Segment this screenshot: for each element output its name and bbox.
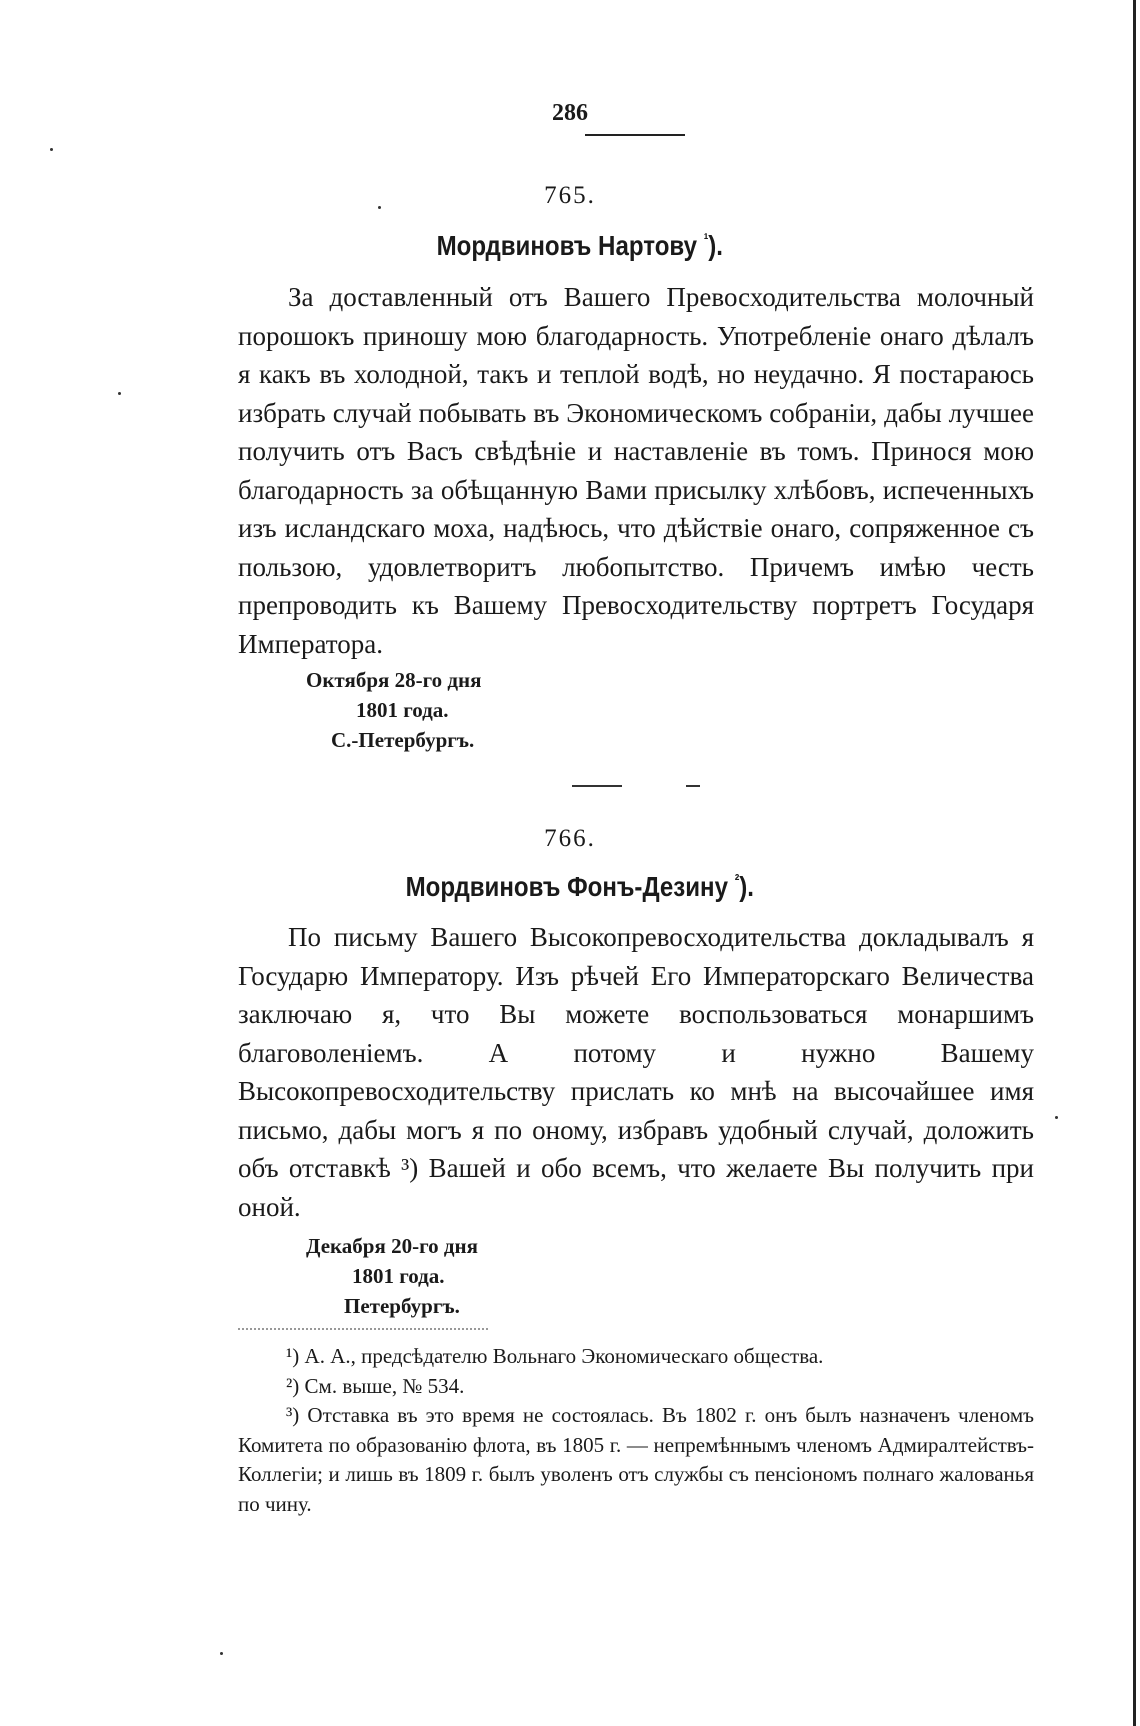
footnote-ref: ¹ [703,231,709,249]
footnotes [238,1342,1034,1520]
scan-speck [50,148,53,151]
letter-title-766 [90,871,1070,903]
letter-year-765: 1801 года. [356,698,449,722]
letter-year-766: 1801 года. [352,1264,445,1288]
scan-speck [118,392,121,395]
letter-body-765: За доставленный отъ Вашего Превосходительства молочный порошокъ приношу мою благодарность. Употребленіе онаго дѣлалъ я какъ въ холодной, такъ и теплой водѣ, но неудачно. Я постараюсь избрать случай побывать въ Экономическомъ собраніи, дабы лучшее получить отъ Васъ свѣдѣніе и наставленіе въ томъ. Принося мою благодарность за обѣщанную Вами присылку хлѣбовъ, испеченныхъ изъ исландскаго моха, надѣюсь, что дѣйствіе онаго, сопряженное съ пользою, удовлетворитъ любопытство. Причемъ имѣю честь препроводить къ Вашему Превосходительству портретъ Государя Императора. [238,282,1034,659]
letter-date-766: Декабря 20-го дня [306,1234,478,1258]
footnote-1 [238,1342,1034,1372]
section-divider-dash [686,785,700,787]
footnote-ref-suffix: ). [708,230,724,261]
footnote-mark: ²) [286,1373,300,1398]
footnote-text: См. выше, № 534. [304,1373,465,1398]
section-divider [572,785,622,787]
footnote-mark: ¹) [286,1344,300,1368]
letter-place-766: Петербургъ. [344,1294,460,1318]
footnote-separator [238,1328,488,1332]
footnote-3 [238,1401,1034,1519]
footnote-text: А. А., предсѣдателю Вольнаго Экономическаго общества. [304,1344,824,1368]
letter-body-766: По письму Вашего Высокопревосходительства докладывалъ я Государю Императору. Изъ рѣчей Его Императорскаго Величества заключаю я, что Вы можете воспользоваться монаршимъ благоволеніемъ. А потому и нужно Вашему Высокопревосходительству прислать ко мнѣ на высочайшее имя письмо, дабы могъ я по оному, избравъ удобный случай, доложить объ отставкѣ ³) Вашей и обо всемъ, что желаете Вы получить при оной. [238,922,1034,1222]
scan-speck [1055,1116,1058,1119]
footnote-ref: ² [734,872,740,890]
letter-title-text: Мордвиновъ Фонъ-Дезину [405,871,729,902]
scan-speck [378,206,381,209]
letter-number-765: 765. [544,182,596,209]
letter-place-765: С.-Петербургъ. [331,728,475,752]
letter-number-766: 766. [544,825,596,852]
page-number: 286 [552,100,588,126]
page-edge-rule [1133,0,1136,1726]
letter-title-text: Мордвиновъ Нартову [436,230,698,261]
letter-title-765 [90,230,1070,262]
footnote-text: Отставка въ это время не состоялась. Въ 1802 г. онъ былъ назначенъ членомъ Комитета по образованію флота, въ 1805 г. — непремѣннымъ членомъ Адмиралтействъ-Коллегіи; и лишь въ 1809 г. былъ уволенъ отъ службы съ пенсіономъ полнаго жалованья по чину. [238,1403,1035,1516]
page-number-underline [585,134,685,136]
scan-speck [220,1652,223,1655]
footnote-mark: ³) [286,1403,300,1428]
footnote-2 [238,1372,1034,1402]
footnote-ref-suffix: ). [739,871,754,902]
letter-date-765: Октября 28-го дня [306,668,482,692]
